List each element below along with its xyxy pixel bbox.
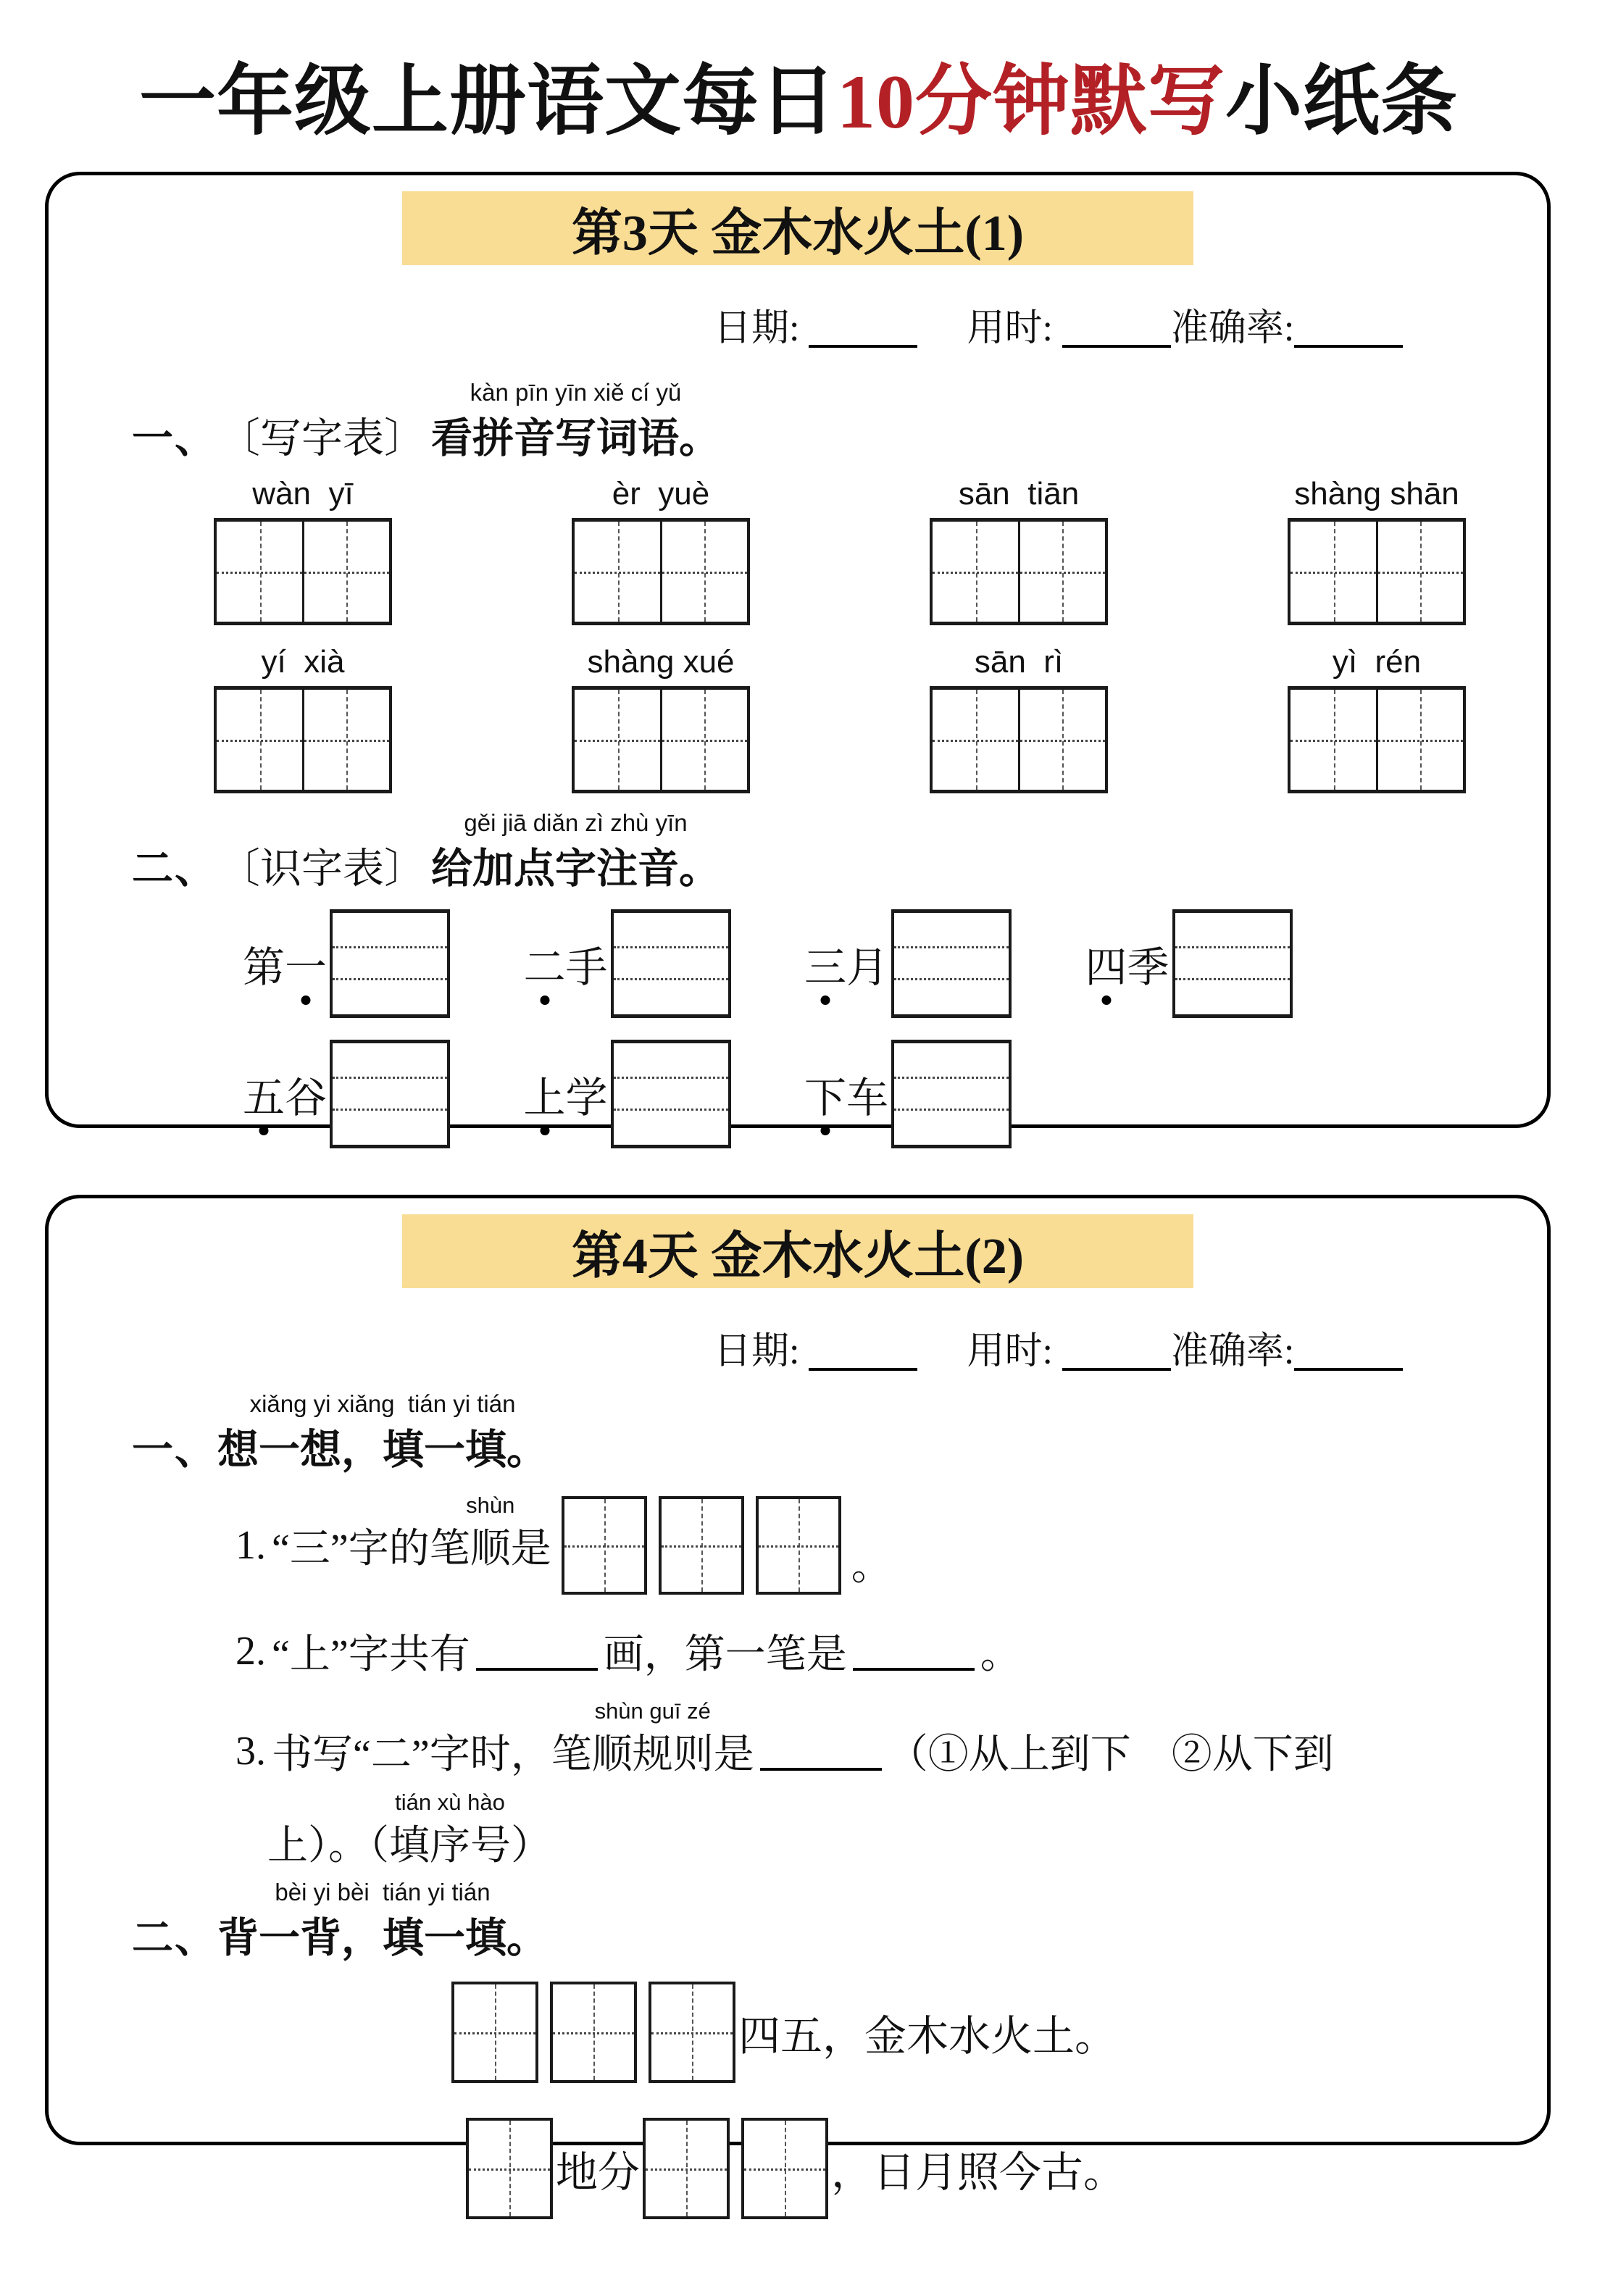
writing-grid — [214, 518, 392, 625]
writing-grid — [930, 686, 1108, 793]
pinyin-word-group — [214, 476, 392, 625]
accuracy-blank — [1294, 1335, 1403, 1371]
annotated-word: 下 车 — [804, 1064, 888, 1124]
accuracy-label: 准确率: — [1170, 308, 1295, 349]
section-number: 一、 — [132, 1427, 217, 1473]
pinyin-answer-box — [1172, 909, 1293, 1018]
question-number: 1. — [235, 1523, 266, 1568]
ruby-shun: shùn 顺 — [466, 1493, 515, 1571]
answer-blank — [476, 1632, 598, 1670]
accuracy-blank — [1294, 312, 1403, 348]
pinyin-label: yì rén — [1332, 644, 1422, 680]
annotation-item — [804, 1040, 1085, 1148]
section1-heading — [49, 1390, 1547, 1476]
pinyin-answer-box — [330, 1040, 450, 1148]
writing-grid — [1288, 686, 1466, 793]
page-title-part1: 一年级上册语文每日 — [139, 59, 837, 144]
recite-text: 地分 — [556, 2149, 641, 2196]
pinyin-word-group — [572, 644, 750, 793]
pinyin-answer-box — [330, 909, 450, 1018]
question-1: 1. “三”字的笔 shùn 顺 是 。 — [49, 1495, 1547, 1596]
section-title-pinyin: xiǎng yi xiǎng tián yi tián — [249, 1390, 516, 1417]
pinyin-label: shàng shān — [1294, 476, 1459, 512]
tian-grid-box — [659, 1496, 744, 1595]
pinyin-label: sān rì — [974, 644, 1064, 680]
fill-boxes — [466, 2118, 553, 2219]
section-title-pinyin: gěi jiā diǎn zì zhù yīn — [464, 809, 688, 836]
pinyin-label: yí xià — [261, 644, 345, 680]
section-tag: 〔识字表〕 — [219, 846, 425, 892]
date-blank — [809, 312, 917, 348]
question-number: 2. — [235, 1629, 266, 1674]
recite-text: ，日月照今古。 — [831, 2149, 1126, 2196]
pinyin-word-group — [1288, 644, 1466, 793]
fill-boxes — [451, 1982, 735, 2083]
section-number: 二、 — [132, 846, 217, 892]
section-title-pinyin: bèi yi bèi tián yi tián — [275, 1879, 491, 1905]
time-blank — [1062, 1335, 1171, 1371]
date-blank — [809, 1335, 917, 1371]
pinyin-label: sān tiān — [958, 476, 1080, 512]
date-label: 日期: — [714, 1331, 800, 1372]
writing-grid — [214, 686, 392, 793]
section1-heading — [49, 379, 1547, 464]
annotated-word: 二 手 — [524, 933, 608, 994]
fill-boxes — [643, 2118, 828, 2219]
accuracy-label: 准确率: — [1170, 1331, 1295, 1372]
pinyin-word-group — [572, 476, 750, 625]
section2-heading — [49, 809, 1547, 895]
day3-banner: 第3天 金木水火土(1) — [402, 191, 1193, 265]
annotated-word: 五 谷 — [243, 1064, 327, 1124]
section2-heading — [49, 1879, 1547, 1964]
pinyin-answer-box — [611, 1040, 731, 1148]
annotation-item — [243, 909, 524, 1018]
tian-grid-box — [756, 1496, 841, 1595]
section-tag: 〔写字表〕 — [219, 416, 425, 462]
section-number: 一、 — [132, 416, 217, 462]
annotation-item-empty — [1085, 1040, 1367, 1148]
annotated-word: 第 一 — [243, 933, 327, 994]
annotation-row-1 — [49, 909, 1547, 1018]
answer-blank — [853, 1632, 975, 1670]
period: 。 — [851, 1544, 892, 1589]
question-2: 2. “上”字共有 画，第一笔是 。 — [235, 1629, 1021, 1677]
section-title-pinyin: kàn pīn yīn xiě cí yǔ — [470, 379, 682, 406]
recite-fill-line-1 — [49, 1982, 1547, 2083]
ruby-shun-gui-ze: shùn guī zé 顺规则 — [591, 1698, 714, 1777]
day4-banner: 第4天 金木水火土(2) — [402, 1214, 1193, 1288]
pinyin-label: shàng xué — [587, 644, 735, 680]
annotation-item — [524, 1040, 805, 1148]
tian-grid-box — [550, 1982, 637, 2083]
tian-grid-box — [562, 1496, 647, 1595]
tian-grid-box — [466, 2118, 553, 2219]
annotation-item — [243, 1040, 524, 1148]
ruby-tian-xu-hao: tián xù hào 填序号 — [389, 1790, 511, 1869]
section-title: kàn pīn yīn xiě cí yǔ 看拼音写词语。 — [431, 379, 720, 462]
pinyin-label: èr yuè — [612, 476, 710, 512]
writing-grid — [572, 518, 750, 625]
annotated-word: 上 学 — [524, 1064, 608, 1124]
answer-blank — [760, 1732, 882, 1770]
tian-grid-box — [741, 2118, 828, 2219]
tian-grid-box — [649, 1982, 735, 2083]
section-title: xiǎng yi xiǎng tián yi tián 想一想，填一填。 — [217, 1390, 548, 1473]
tian-grid-box — [451, 1982, 538, 2083]
pinyin-grid-row-2 — [49, 644, 1547, 793]
tian-grid-box — [643, 2118, 730, 2219]
stroke-order-boxes — [562, 1496, 841, 1595]
pinyin-answer-box — [891, 1040, 1012, 1148]
annotation-item — [524, 909, 805, 1018]
worksheet-card-day4 — [45, 1195, 1551, 2196]
pinyin-word-group — [930, 476, 1108, 625]
writing-grid — [1288, 518, 1466, 625]
meta-line — [49, 297, 1547, 351]
page-title-part2: 小纸条 — [1225, 59, 1458, 144]
date-label: 日期: — [714, 308, 800, 349]
page-title — [0, 40, 1597, 150]
pinyin-answer-box — [891, 909, 1012, 1018]
question-3-line1: 3. 书写“二”字时，笔 shùn guī zé 顺规则 是 （①从上到下 ②从下到 — [49, 1722, 1547, 1780]
pinyin-answer-box — [611, 909, 731, 1018]
page-title-highlight: 10分钟默写 — [837, 59, 1225, 144]
writing-grid — [930, 518, 1108, 625]
pinyin-word-group — [930, 644, 1108, 793]
time-label: 用时: — [967, 1331, 1053, 1372]
time-blank — [1062, 312, 1171, 348]
annotation-row-2 — [49, 1040, 1547, 1148]
section-number: 二、 — [132, 1916, 217, 1961]
pinyin-word-group — [1288, 476, 1466, 625]
question-3-line2: 上）。（ tián xù hào 填序号 ） — [49, 1813, 1547, 1871]
writing-grid — [572, 686, 750, 793]
annotated-word: 四 季 — [1085, 933, 1169, 994]
annotation-item — [804, 909, 1085, 1018]
meta-line — [49, 1320, 1547, 1374]
worksheet-card-day3 — [45, 172, 1551, 1128]
section-title: bèi yi bèi tián yi tián 背一背，填一填。 — [217, 1879, 548, 1961]
pinyin-word-group — [214, 644, 392, 793]
pinyin-label: wàn yī — [252, 476, 354, 512]
annotation-item — [1085, 909, 1367, 1018]
section-title: gěi jiā diǎn zì zhù yīn 给加点字注音。 — [431, 809, 720, 892]
recite-fill-line-2 — [49, 2118, 1547, 2219]
recite-text: 四五，金木水火土。 — [738, 2013, 1117, 2060]
pinyin-grid-row-1 — [49, 476, 1547, 625]
question-number: 3. — [235, 1729, 266, 1774]
time-label: 用时: — [967, 308, 1053, 349]
annotated-word: 三 月 — [804, 933, 888, 994]
